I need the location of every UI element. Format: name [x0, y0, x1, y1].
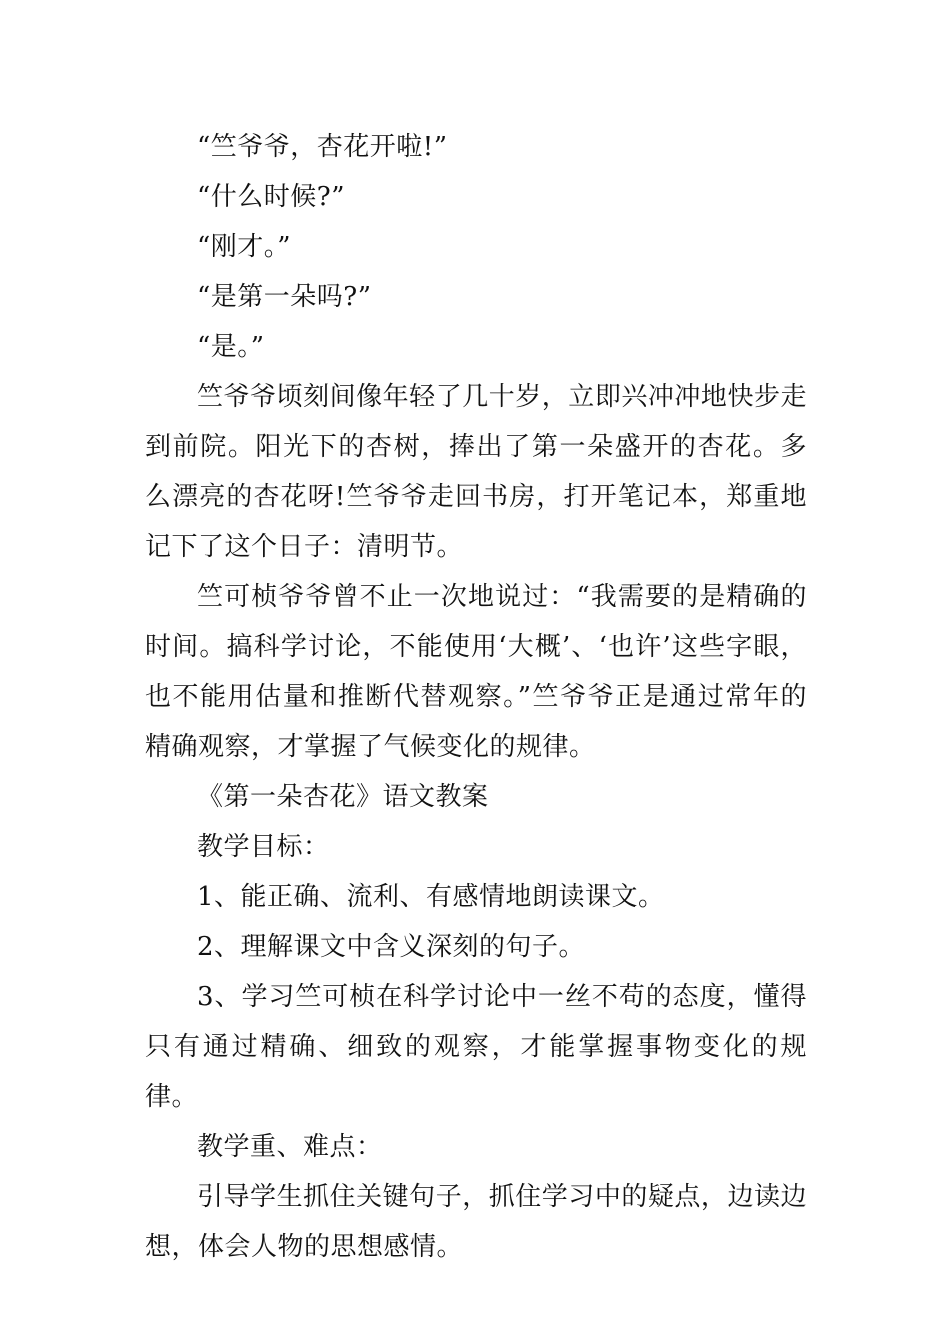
text-column	[145, 122, 807, 1272]
list-item: 1、能正确、流利、有感情地朗读课文。	[197, 882, 665, 912]
list-item: 2、理解课文中含义深刻的句子。	[197, 932, 586, 962]
dialogue-line: “刚才。”	[197, 232, 292, 262]
dialogue-line: “是。”	[197, 332, 265, 362]
body-paragraph: 引导学生抓住关键句子，抓住学习中的疑点，边读边想，体会人物的思想感情。	[145, 1182, 807, 1262]
section-title: 《第一朵杏花》语文教案	[197, 782, 489, 812]
dialogue-line: “竺爷爷，杏花开啦!”	[197, 132, 448, 162]
section-heading: 教学重、难点：	[197, 1132, 383, 1162]
list-item: 3、学习竺可桢在科学讨论中一丝不苟的态度，懂得只有通过精确、细致的观察，才能掌握事物变化的规律。	[145, 982, 807, 1112]
body-paragraph: 竺可桢爷爷曾不止一次地说过：“我需要的是精确的时间。搞科学讨论，不能使用‘大概’、‘也许’这些字眼，也不能用估量和推断代替观察。”竺爷爷正是通过常年的精确观察，才掌握了气候变化的规律。	[145, 582, 807, 762]
section-heading: 教学目标：	[197, 832, 330, 862]
dialogue-line: “什么时候?”	[197, 182, 346, 212]
dialogue-line: “是第一朵吗?”	[197, 282, 372, 312]
body-paragraph: 竺爷爷顷刻间像年轻了几十岁，立即兴冲冲地快步走到前院。阳光下的杏树，捧出了第一朵盛开的杏花。多么漂亮的杏花呀!竺爷爷走回书房，打开笔记本，郑重地记下了这个日子：清明节。	[145, 382, 807, 562]
